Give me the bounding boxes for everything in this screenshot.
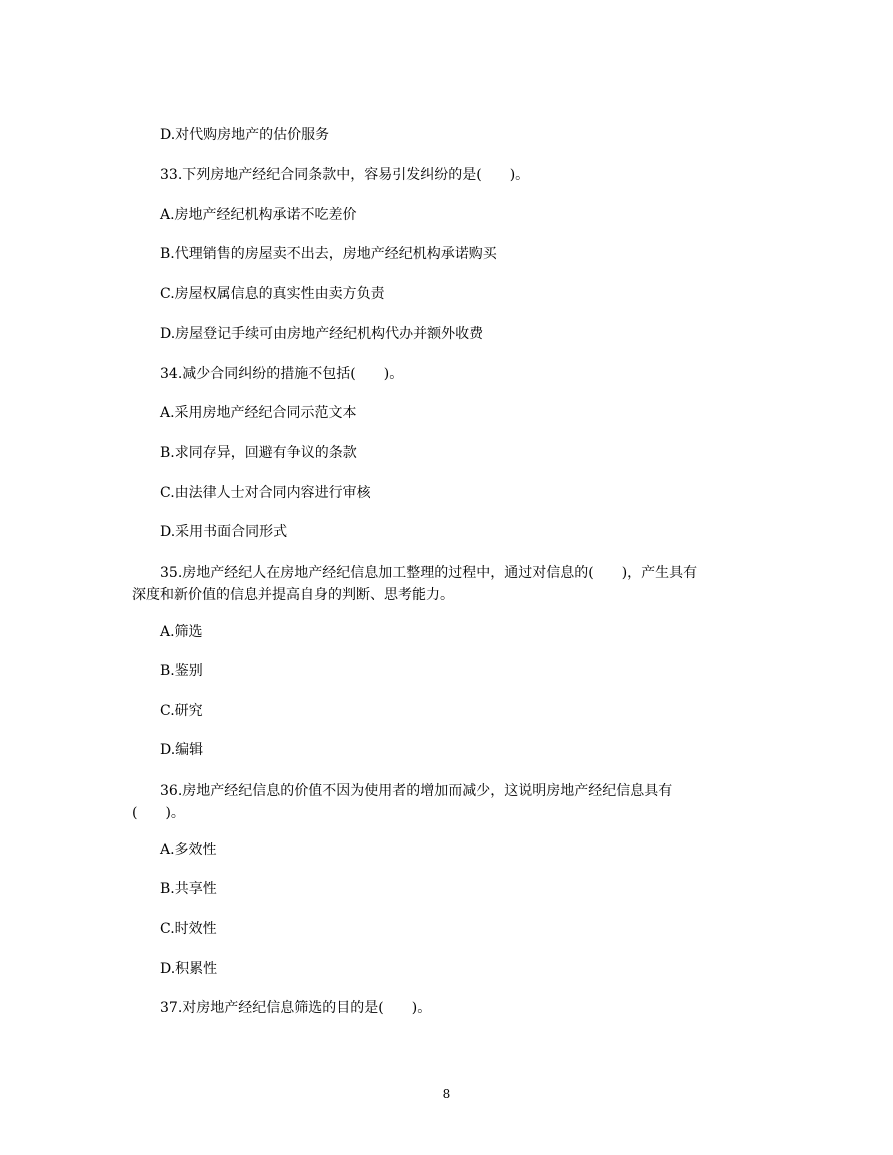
q32-option-d: D.对代购房地产的估价服务 — [160, 127, 330, 143]
q36-option-d: D.积累性 — [160, 961, 218, 977]
q34-option-c: C.由法律人士对合同内容进行审核 — [160, 485, 371, 501]
q36-option-b: B.共享性 — [160, 881, 217, 897]
q36-option-a: A.多效性 — [160, 842, 217, 858]
q34-option-a: A.采用房地产经纪合同示范文本 — [160, 405, 357, 421]
q33-option-c: C.房屋权属信息的真实性由卖方负责 — [160, 286, 385, 302]
q35-stem — [132, 562, 760, 606]
q35-option-d: D.编辑 — [160, 742, 204, 758]
q35-stem-line1: 35.房地产经纪人在房地产经纪信息加工整理的过程中，通过对信息的( )，产生具有 — [160, 565, 698, 581]
q35-stem-line2: 深度和新价值的信息并提高自身的判断、思考能力。 — [132, 587, 454, 603]
q36-option-c: C.时效性 — [160, 921, 217, 937]
q37-stem: 37.对房地产经纪信息筛选的目的是( )。 — [160, 1000, 432, 1016]
q35-option-c: C.研究 — [160, 703, 203, 719]
q33-option-a: A.房地产经纪机构承诺不吃差价 — [160, 207, 357, 223]
q35-option-b: B.鉴别 — [160, 663, 203, 679]
q34-stem: 34.减少合同纠纷的措施不包括( )。 — [160, 366, 404, 382]
q34-option-b: B.求同存异，回避有争议的条款 — [160, 445, 357, 461]
q36-stem-line1: 36.房地产经纪信息的价值不因为使用者的增加而减少，这说明房地产经纪信息具有 — [160, 783, 673, 799]
q33-stem: 33.下列房地产经纪合同条款中，容易引发纠纷的是( )。 — [160, 167, 530, 183]
q36-stem-line2: ( )。 — [132, 805, 185, 821]
q35-option-a: A.筛选 — [160, 624, 203, 640]
page-number: 8 — [442, 1087, 451, 1101]
q33-option-d: D.房屋登记手续可由房地产经纪机构代办并额外收费 — [160, 326, 484, 342]
q36-stem — [132, 780, 760, 824]
q34-option-d: D.采用书面合同形式 — [160, 524, 288, 540]
q33-option-b: B.代理销售的房屋卖不出去，房地产经纪机构承诺购买 — [160, 246, 497, 262]
